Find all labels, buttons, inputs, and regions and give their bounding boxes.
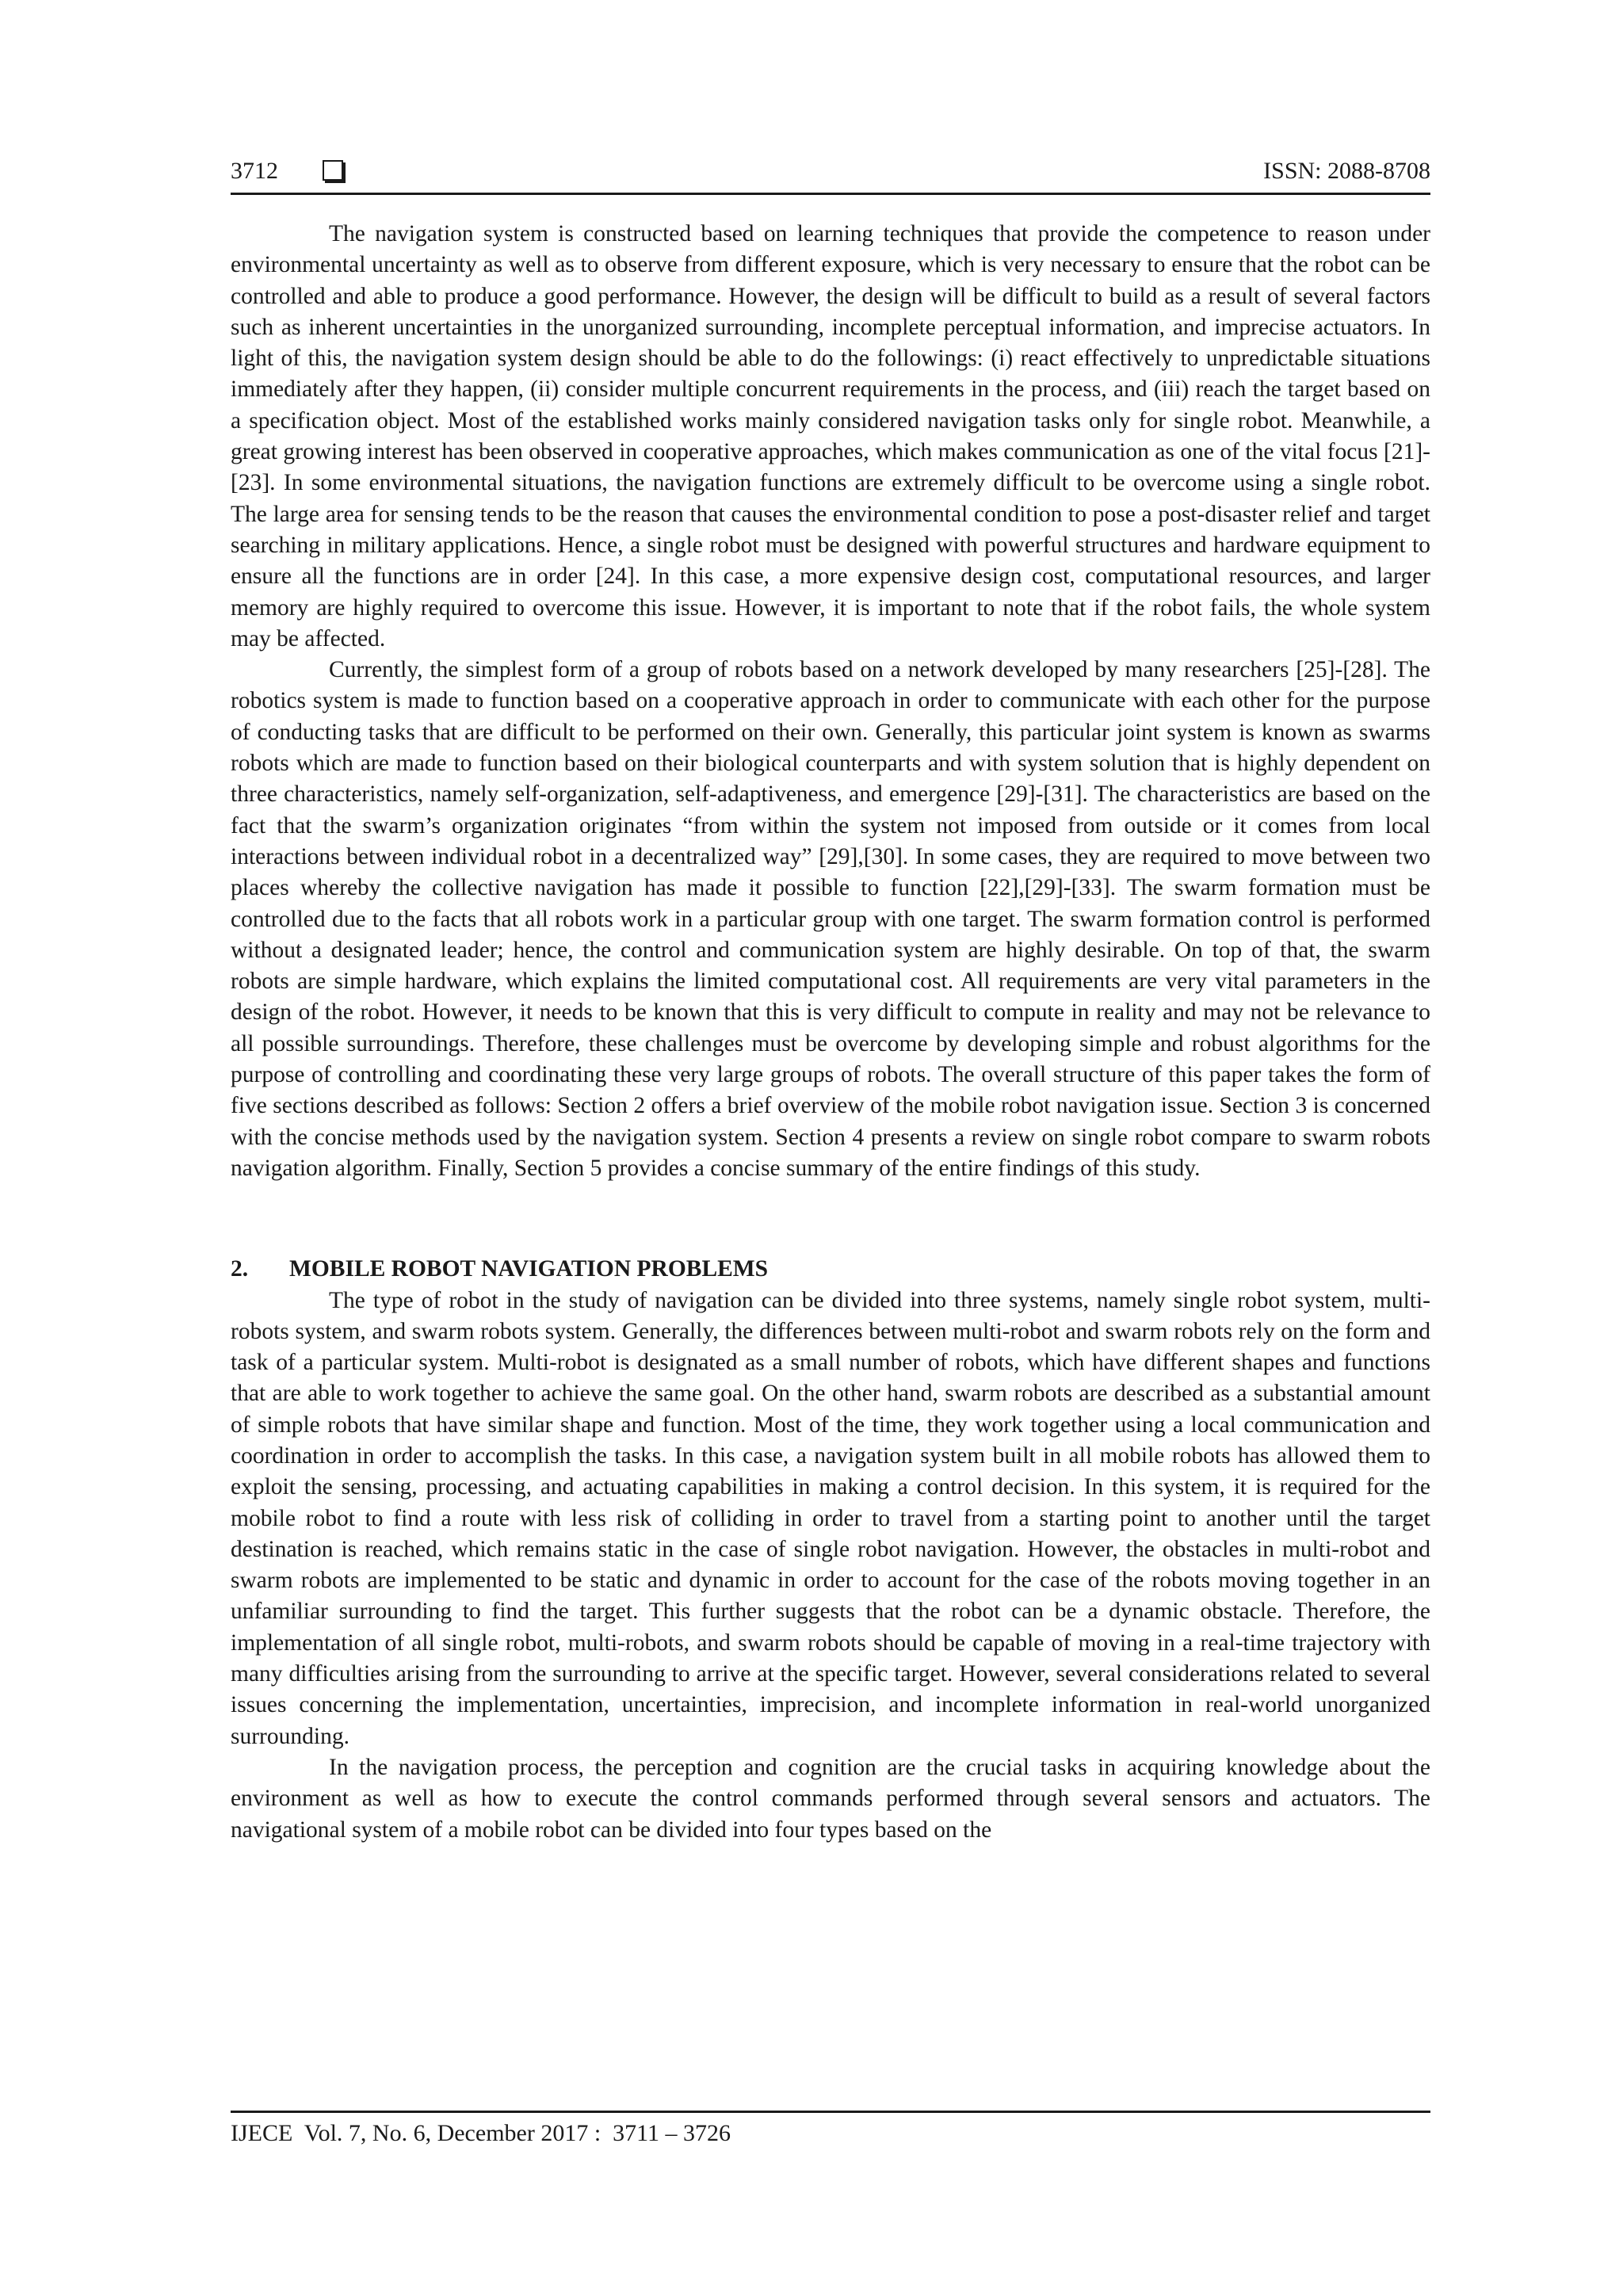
section-paragraph-1: The type of robot in the study of navigation can be divided into three systems, namely single robot system, multi-robots system, and swarm robots system. Generally, the differences between multi-robot and swarm robots rely on the form and task of a particular system. Multi-robot is designated as a small number of robots, which have different shapes and functions that are able to work together to achieve the same goal. On the other hand, swarm robots are described as a substantial amount of simple robots that have similar shape and function. Most of the time, they work together using a local communication and coordination in order to accomplish the tasks. In this case, a navigation system built in all mobile robots has allowed them to exploit the sensing, processing, and actuating capabilities in making a control decision. In this system, it is required for the mobile robot to find a route with less risk of colliding in order to travel from a starting point to another until the target destination is reached, which remains static in the case of single robot navigation. However, the obstacles in multi-robot and swarm robots are implemented to be static and dynamic in order to account for the case of the robots moving together in an unfamiliar surrounding to find the target. This further suggests that the robot can be a dynamic obstacle. Therefore, the implementation of all single robot, multi-robots, and swarm robots should be capable of moving in a real-time trajectory with many difficulties arising from the surrounding to arrive at the specific target. However, several considerations related to several issues concerning the implementation, uncertainties, imprecision, and incomplete information in real-world unorganized surrounding. [231, 1287, 1430, 1749]
footer-divider [231, 2111, 1430, 2113]
section-paragraph-2: In the navigation process, the perception and cognition are the crucial tasks in acquiring knowledge about the environment as well as how to execute the control commands performed through several sensors and actuators. The navigational system of a mobile robot can be divided into four types based on the [231, 1754, 1430, 1843]
journal-citation: IJECE Vol. 7, No. 6, December 2017 : 3711 – 3726 [231, 2120, 731, 2146]
page-number: 3712 [231, 158, 278, 184]
section-title: MOBILE ROBOT NAVIGATION PROBLEMS [289, 1256, 769, 1282]
body-paragraph-2: Currently, the simplest form of a group of robots based on a network developed by many researchers [25]-[28]. The robotics system is made to function based on a cooperative approach in order to communicate with each other for the purpose of conducting tasks that are difficult to be performed on their own. Generally, this particular joint system is known as swarms robots which are made to function based on their biological counterparts and with system solution that is highly dependent on three characteristics, namely self-organization, self-adaptiveness, and emergence [29]-[31]. The characteristics are based on the fact that the swarm’s organization originates “from within the system not imposed from outside or it comes from local interactions between individual robot in a decentralized way” [29],[30]. In some cases, they are required to move between two places whereby the collective navigation has made it possible to function [22],[29]-[33]. The swarm formation must be controlled due to the facts that all robots work in a particular group with one target. The swarm formation control is performed without a designated leader; hence, the control and communication system are highly desirable. On top of that, the swarm robots are simple hardware, which explains the limited computational cost. All requirements are very vital parameters in the design of the robot. However, it needs to be known that this is very difficult to compute in reality and may not be relevance to all possible surroundings. Therefore, these challenges must be overcome by developing simple and robust algorithms for the purpose of controlling and coordinating these very large groups of robots. The overall structure of this paper takes the form of five sections described as follows: Section 2 offers a brief overview of the mobile robot navigation issue. Section 3 is concerned with the concise methods used by the navigation system. Section 4 presents a review on single robot compare to swarm robots navigation algorithm. Finally, Section 5 provides a concise summary of the entire findings of this study. [231, 657, 1430, 1181]
section-number: 2. [231, 1256, 249, 1282]
section-heading [231, 1254, 1430, 1285]
square-bullet-icon [323, 160, 343, 181]
page-header [231, 155, 1430, 195]
body-paragraph-1: The navigation system is constructed based on learning techniques that provide the competence to reason under environmental uncertainty as well as to observe from different exposure, which is very necessary to ensure that the robot can be controlled and able to produce a good performance. However, the design will be difficult to build as a result of several factors such as inherent uncertainties in the unorganized surrounding, incomplete perceptual information, and imprecise actuators. In light of this, the navigation system design should be able to do the followings: (i) react effectively to unpredictable situations immediately after they happen, (ii) consider multiple concurrent requirements in the process, and (iii) reach the target based on a specification object. Most of the established works mainly considered navigation tasks only for single robot. Meanwhile, a great growing interest has been observed in cooperative approaches, which makes communication as one of the vital focus [21]-[23]. In some environmental situations, the navigation functions are extremely difficult to be overcome using a single robot. The large area for sensing tends to be the reason that causes the environmental condition to pose a post-disaster relief and target searching in military applications. Hence, a single robot must be designed with powerful structures and hardware equipment to ensure all the functions are in order [24]. In this case, a more expensive design cost, computational resources, and larger memory are highly required to overcome this issue. However, it is important to note that if the robot fails, the whole system may be affected. [231, 221, 1430, 651]
article-body [231, 219, 1430, 1846]
header-divider [231, 193, 1430, 195]
issn-label: ISSN: 2088-8708 [1263, 158, 1430, 184]
